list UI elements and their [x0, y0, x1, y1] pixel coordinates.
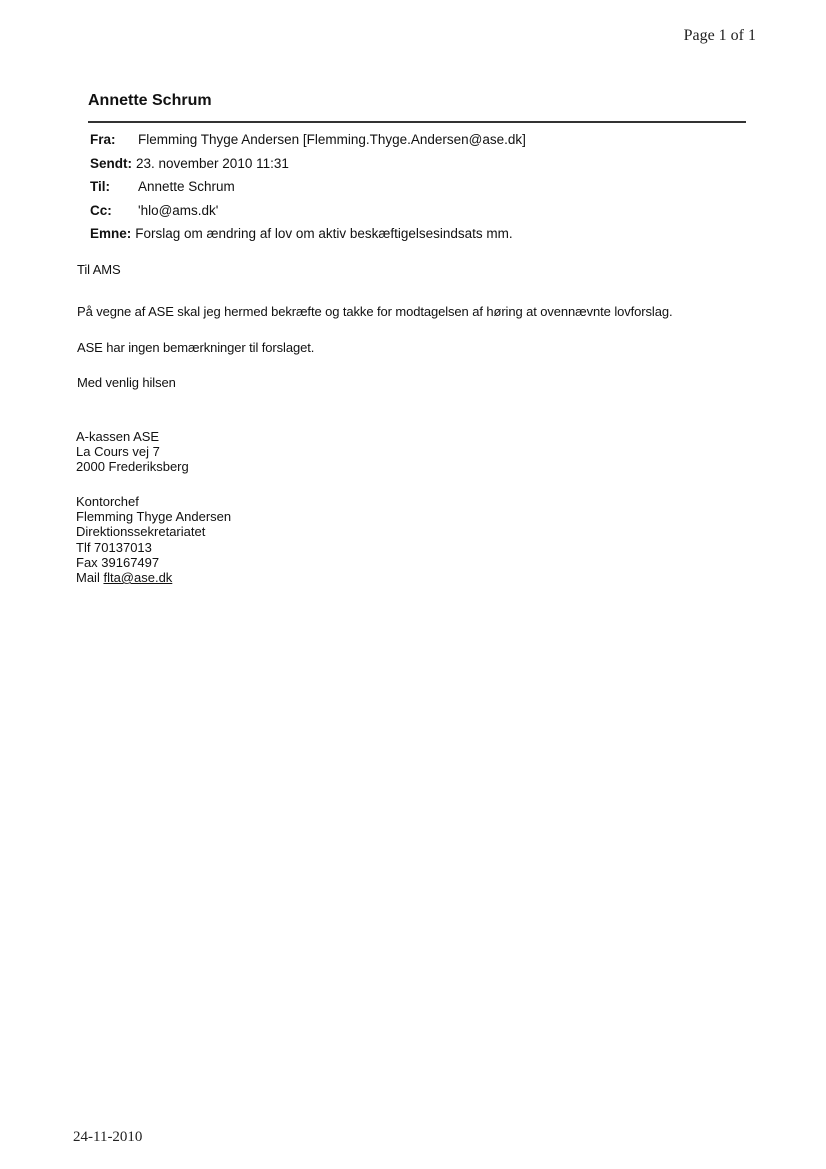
sent-value: 23. november 2010 11:31	[136, 155, 289, 171]
mail-link[interactable]: flta@ase.dk	[103, 570, 173, 586]
signature-city: 2000 Frederiksberg	[76, 459, 189, 475]
to-label: Til:	[90, 179, 110, 194]
header-divider	[88, 121, 746, 123]
page-number: Page 1 of 1	[683, 27, 756, 44]
signature-mail	[76, 570, 231, 585]
header-row-subject	[90, 226, 526, 250]
print-date: 24-11-2010	[73, 1129, 143, 1145]
signature-street: La Cours vej 7	[76, 444, 160, 460]
signature-department: Direktionssekretariatet	[76, 524, 206, 540]
cc-value: 'hlo@ams.dk'	[138, 202, 219, 218]
signature-phone: Tlf 70137013	[76, 539, 152, 555]
signature-address	[76, 429, 189, 475]
cc-label: Cc:	[90, 202, 112, 218]
subject-value: Forslag om ændring af lov om aktiv beskæftigelsesindsats mm.	[135, 226, 513, 241]
header-row-to	[90, 179, 526, 203]
body-paragraph-2: ASE har ingen bemærkninger til forslaget.	[77, 340, 315, 355]
mail-prefix: Mail	[76, 570, 104, 586]
sent-label: Sendt:	[90, 155, 132, 171]
to-value: Annette Schrum	[138, 179, 235, 194]
signature-fax: Fax 39167497	[76, 554, 160, 570]
header-row-cc	[90, 203, 526, 227]
signature-title: Kontorchef	[76, 494, 139, 509]
from-value: Flemming Thyge Andersen [Flemming.Thyge.Andersen@ase.dk]	[138, 132, 526, 147]
signature-contact	[76, 494, 231, 585]
body-paragraph-1: På vegne af ASE skal jeg hermed bekræfte og takke for modtagelsen af høring at ovennævnte lovforslag.	[77, 304, 673, 319]
email-header	[90, 132, 526, 250]
mailbox-owner-name: Annette Schrum	[88, 92, 212, 109]
greeting: Til AMS	[77, 262, 121, 277]
header-row-from	[90, 132, 526, 156]
closing: Med venlig hilsen	[77, 375, 176, 390]
header-row-sent	[90, 156, 526, 180]
signature-name: Flemming Thyge Andersen	[76, 509, 232, 525]
from-label: Fra:	[90, 132, 116, 147]
signature-org: A-kassen ASE	[76, 429, 160, 444]
subject-label: Emne:	[90, 226, 132, 241]
